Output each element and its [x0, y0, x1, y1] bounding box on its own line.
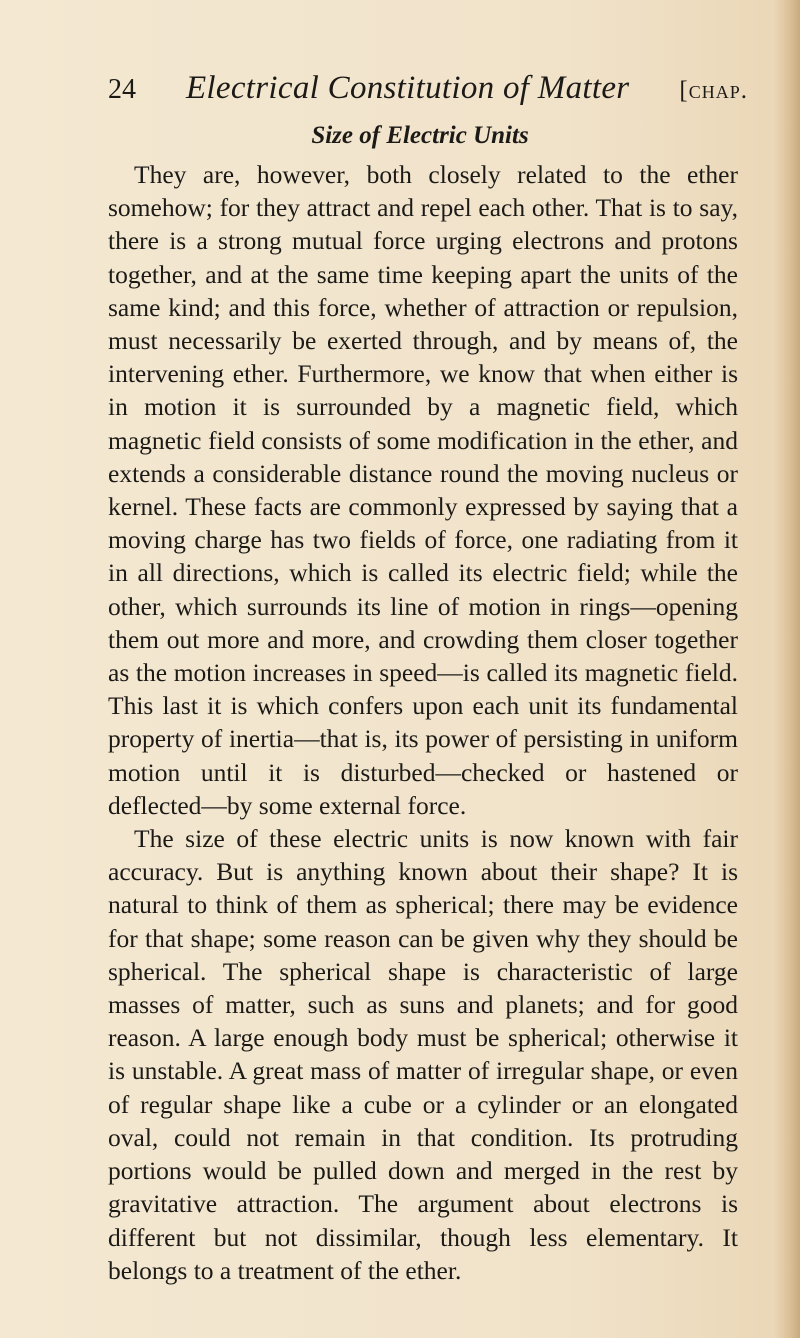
chapter-label: [chap. — [679, 77, 748, 104]
paragraph: They are, however, both closely related to the ether somehow; for they attract and repel each other. That is to say, there is a strong mutual force urging electrons and protons together, and at the same time keeping apart the units of the same kind; and this force, whether of attraction or repulsion, must necessarily be exerted through, and by means of, the intervening ether. Furthermore, we know that when either is in motion it is surrounded by a magnetic field, which magnetic field consists of some modification in the ether, and extends a considerable distance round the moving nucleus or kernel. These facts are commonly expressed by saying that a moving charge has two fields of force, one radiating from it in all directions, which is called its electric field; while the other, which surrounds its line of motion in rings—opening them out more and more, and crowding them closer together as the motion increases in speed—is called its magnetic field. This last it is which confers upon each unit its fundamental property of inertia—that is, its power of persisting in uniform motion until it is disturbed—checked or hastened or deflected—by some external force. — [108, 160, 738, 820]
section-title: Size of Electric Units — [311, 122, 529, 149]
page-number: 24 — [108, 74, 136, 105]
body-text — [108, 158, 738, 1287]
running-title: Electrical Constitution of Matter — [185, 70, 630, 106]
running-header — [108, 70, 748, 118]
paragraph: The size of these electric units is now known with fair accuracy. But is anything known about their shape? It is natural to think of them as spherical; there may be evidence for that shape; some reason can be given why they should be spherical. The spherical shape is characteristic of large masses of matter, such as suns and planets; and for good reason. A large enough body must be spherical; otherwise it is unstable. A great mass of matter of irregular shape, or even of regular shape like a cube or a cylinder or an elongated oval, could not remain in that condition. Its protruding portions would be pulled down and merged in the rest by gravitative attraction. The argument about electrons is different but not dissimilar, though less elementary. It belongs to a treatment of the ether. — [108, 824, 738, 1285]
page-edge-shading — [774, 0, 800, 1338]
